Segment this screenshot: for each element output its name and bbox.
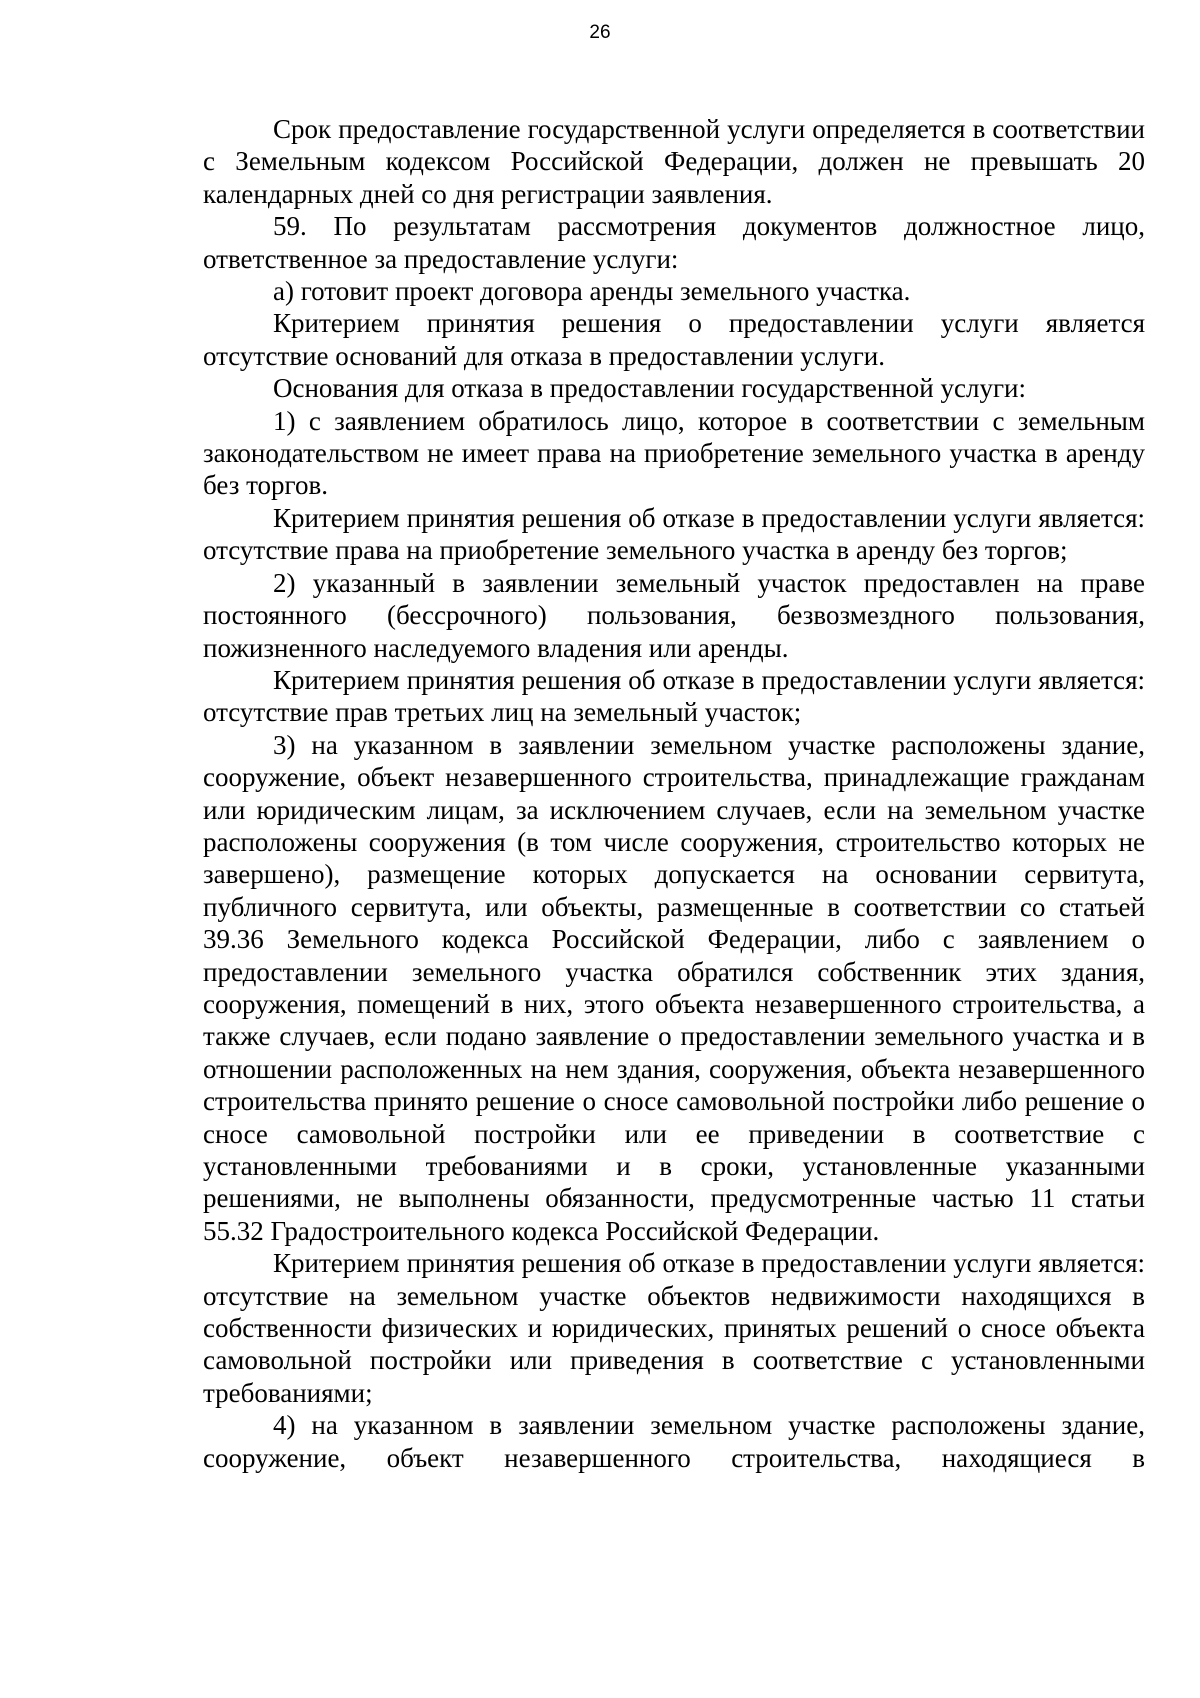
paragraph-criterion-ground-2: Критерием принятия решения об отказе в предоставлении услуги является: отсутствие прав третьих лиц на земельный участок; (203, 664, 1145, 728)
paragraph-criterion-ground-3: Критерием принятия решения об отказе в предоставлении услуги является: отсутствие на земельном участке объектов недвижимости находящихся в собственности физических и юридических, принятых решений о сносе объекта самовольной постройки или приведения в соответствие с установленными требованиями; (203, 1248, 1145, 1408)
paragraph-ground-2: 2) указанный в заявлении земельный участок предоставлен на праве постоянного (бессрочного) пользования, безвозмездного пользования, пожизненного наследуемого владения или аренды. (203, 567, 1145, 663)
paragraph-criterion-ground-1: Критерием принятия решения об отказе в предоставлении услуги является: отсутствие права на приобретение земельного участка в аренду без торгов; (203, 502, 1145, 566)
paragraph-refusal-grounds-heading: Основания для отказа в предоставлении государственной услуги: (273, 373, 1026, 404)
paragraph-ground-1: 1) с заявлением обратилось лицо, которое в соответствии с земельным законодательством не имеет права на приобретение земельного участка в аренду без торгов. (203, 405, 1145, 501)
paragraph-subitem-a: а) готовит проект договора аренды земельного участка. (273, 276, 911, 307)
page-number: 26 (589, 22, 611, 43)
document-body (203, 113, 1145, 1474)
paragraph-term: Срок предоставление государственной услуги определяется в соответствии с Земельным кодексом Российской Федерации, должен не превышать 20 календарных дней со дня регистрации заявления. (203, 114, 1145, 209)
paragraph-criterion-grant: Критерием принятия решения о предоставлении услуги является отсутствие оснований для отказа в предоставлении услуги. (203, 308, 1145, 371)
paragraph-item-59: 59. По результатам рассмотрения документов должностное лицо, ответственное за предоставление услуги: (203, 211, 1145, 274)
paragraph-ground-3: 3) на указанном в заявлении земельном участке расположены здание, сооружение, объект незавершенного строительства, принадлежащие гражданам или юридическим лицам, за исключением случаев, если на земельном участке расположены сооружения (в том числе сооружения, строительство которых не завершено), размещение которых допускается на основании сервитута, публичного сервитута, или объекты, размещенные в соответствии со статьей 39.36 Земельного кодекса Российской Федерации, либо с заявлением о предоставлении земельного участка обратился собственник этих здания, сооружения, помещений в них, этого объекта незавершенного строительства, а также случаев, если подано заявление о предоставлении земельного участка и в отношении расположенных на нем здания, сооружения, объекта незавершенного строительства принято решение о сносе самовольной постройки либо решение о сносе самовольной постройки или ее приведении в соответствие с установленными требованиями и в сроки, установленные указанными решениями, не выполнены обязанности, предусмотренные частью 11 статьи 55.32 Градостроительного кодекса Российской Федерации. (203, 729, 1145, 1246)
paragraph-ground-4: 4) на указанном в заявлении земельном участке расположены здание, сооружение, объект незавершенного строительства, находящиеся в (203, 1410, 1145, 1473)
